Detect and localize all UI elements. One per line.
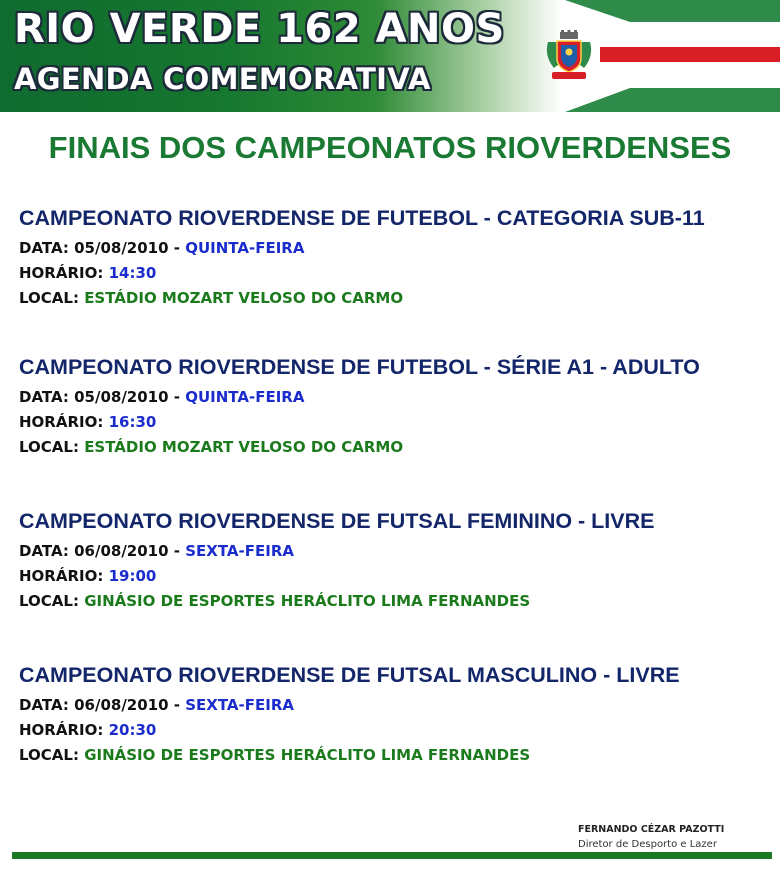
- date-label: DATA:: [19, 542, 69, 560]
- signature-block: [578, 822, 724, 852]
- place-label: LOCAL:: [19, 746, 79, 764]
- event-title: CAMPEONATO RIOVERDENSE DE FUTEBOL - CATEGORIA SUB-11: [19, 206, 705, 230]
- header-banner: [0, 0, 780, 112]
- event-block: [19, 506, 771, 614]
- place-label: LOCAL:: [19, 289, 79, 307]
- place-value: ESTÁDIO MOZART VELOSO DO CARMO: [84, 438, 404, 456]
- time-value: 19:00: [108, 567, 157, 585]
- footer-divider: [12, 852, 772, 859]
- banner-title: RIO VERDE 162 ANOS: [14, 6, 505, 52]
- time-value: 20:30: [108, 721, 157, 739]
- event-date-row: [19, 693, 771, 718]
- event-date-row: [19, 539, 771, 564]
- event-title: CAMPEONATO RIOVERDENSE DE FUTSAL FEMININO - LIVRE: [19, 509, 655, 533]
- weekday-value: SEXTA-FEIRA: [185, 696, 294, 714]
- date-value: 05/08/2010 -: [74, 388, 180, 406]
- event-time-row: [19, 410, 771, 435]
- weekday-value: QUINTA-FEIRA: [185, 239, 305, 257]
- event-time-row: [19, 564, 771, 589]
- place-value: GINÁSIO DE ESPORTES HERÁCLITO LIMA FERNANDES: [84, 746, 531, 764]
- page-title: FINAIS DOS CAMPEONATOS RIOVERDENSES: [48, 130, 732, 165]
- place-value: GINÁSIO DE ESPORTES HERÁCLITO LIMA FERNANDES: [84, 592, 531, 610]
- time-label: HORÁRIO:: [19, 721, 104, 739]
- time-label: HORÁRIO:: [19, 413, 104, 431]
- place-label: LOCAL:: [19, 438, 79, 456]
- event-date-row: [19, 236, 771, 261]
- date-label: DATA:: [19, 239, 69, 257]
- event-block: [19, 660, 771, 768]
- weekday-value: SEXTA-FEIRA: [185, 542, 294, 560]
- date-label: DATA:: [19, 388, 69, 406]
- event-block: [19, 203, 771, 311]
- time-label: HORÁRIO:: [19, 264, 104, 282]
- event-place-row: [19, 286, 771, 311]
- event-place-row: [19, 589, 771, 614]
- signature-name: FERNANDO CÉZAR PAZOTTI: [578, 824, 725, 835]
- event-block: [19, 352, 771, 460]
- event-title: CAMPEONATO RIOVERDENSE DE FUTSAL MASCULINO - LIVRE: [19, 663, 680, 687]
- municipal-coat-of-arms-icon: [540, 30, 598, 82]
- time-value: 14:30: [108, 264, 157, 282]
- date-label: DATA:: [19, 696, 69, 714]
- event-place-row: [19, 743, 771, 768]
- event-time-row: [19, 261, 771, 286]
- date-value: 06/08/2010 -: [74, 696, 180, 714]
- time-value: 16:30: [108, 413, 157, 431]
- weekday-value: QUINTA-FEIRA: [185, 388, 305, 406]
- event-date-row: [19, 385, 771, 410]
- date-value: 05/08/2010 -: [74, 239, 180, 257]
- time-label: HORÁRIO:: [19, 567, 104, 585]
- signature-role: Diretor de Desporto e Lazer: [578, 839, 717, 850]
- event-title: CAMPEONATO RIOVERDENSE DE FUTEBOL - SÉRIE A1 - ADULTO: [19, 355, 700, 379]
- place-value: ESTÁDIO MOZART VELOSO DO CARMO: [84, 289, 404, 307]
- place-label: LOCAL:: [19, 592, 79, 610]
- event-place-row: [19, 435, 771, 460]
- event-time-row: [19, 718, 771, 743]
- banner-subtitle: AGENDA COMEMORATIVA: [14, 62, 431, 96]
- date-value: 06/08/2010 -: [74, 542, 180, 560]
